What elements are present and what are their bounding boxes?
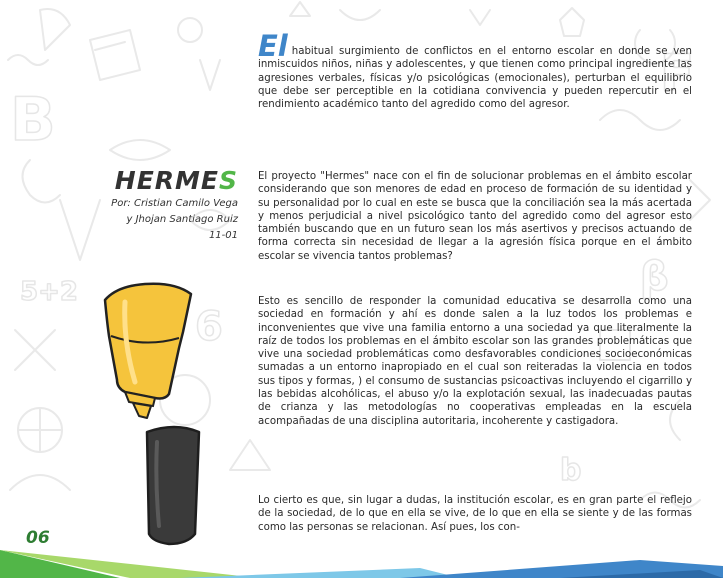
article-title-main: HERME	[114, 166, 219, 195]
drop-cap: El	[258, 29, 288, 63]
byline-line-1: Por: Cristian Camilo Vega	[111, 198, 238, 209]
intro-paragraph	[258, 29, 695, 111]
author-grade: 11-01	[208, 230, 238, 241]
bottom-band	[0, 530, 723, 578]
svg-text:b: b	[560, 453, 582, 488]
svg-text:5+2: 5+2	[20, 277, 78, 307]
article-title-accent: S	[218, 166, 238, 195]
body-paragraph-3: Lo cierto es que, sin lugar a dudas, la institución escolar, es en gran parte el reflejo de la sociedad, de lo que en ella se vive, de lo que en ella se siente y de las formas como las personas se relacionan. Así pues, los con-	[258, 495, 692, 533]
svg-text:F: F	[660, 44, 695, 102]
page-number: 06	[26, 528, 50, 548]
svg-text:6: 6	[195, 304, 223, 350]
svg-text:B: B	[10, 85, 56, 155]
highlighter-icon	[95, 282, 215, 552]
article-title	[111, 166, 238, 196]
body-paragraph-1: El proyecto "Hermes" nace con el fin de solucionar problemas en el ámbito escolar considerando que son menores de edad en proceso de formación de su identidad y su personalidad por lo cual en este se busca que la conciliación sea la más acertada y menos perjudicial a nivel psicológico tanto del agredido como del agresor esto también buscando que en un futuro sean los más asertivos y precisos actuando de forma correcta sin necesidad de llegar a la agresión física porque en el ámbito escolar se vivencia tantos problemas?	[258, 171, 692, 262]
article-header	[111, 166, 238, 244]
intro-text: habitual surgimiento de conflictos en el entorno escolar en donde se ven inmiscuidos niños, niñas y adolescentes, y que tienen como principal ingrediente las agresiones verbales, físicas y/o psicológicas (emocionales), perturban el equilibrio que debe ser perceptible en la cotidiana convivencia y pueden repercutir en el rendimiento académico tanto del agredido como del agresor.	[258, 46, 692, 111]
body-paragraph-2: Esto es sencillo de responder la comunidad educativa se desarrolla como una sociedad en formación y ahí es donde salen a la luz todos los problemas e inconvenientes que vive una familia entorno a una sociedad ya que literalmente la raíz de todos los problemas en el ámbito escolar son las grandes problemáticas que vive una sociedad problemáticas como desfavorables condiciones socioeconómicas sumadas a un entorno inapropiado en el cual son reiteradas la violencia en todos sus tipos y formas, ) el consumo de sustancias psicoactivas incluyendo el cigarrillo y las bebidas alcohólicas, el abuso y/o la explotación sexual, las inadecuadas pautas de crianza y las metodologías no cooperativas empleadas en la escuela acompañadas de una disciplina autoritaria, incoherente y castigadora.	[258, 296, 692, 427]
svg-text:β: β	[640, 254, 669, 300]
byline-line-2: y Jhojan Santiago Ruiz	[126, 214, 238, 225]
